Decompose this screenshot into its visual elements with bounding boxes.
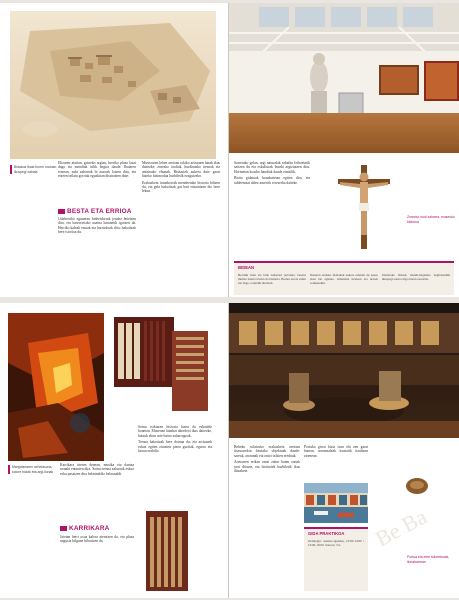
- paragraph: Udaberriko egunetan bidezidorrak jendez betetzen dira, eta baserrietako usaina haranetik igotzen da. Herriko kaleak estuak eta harrizkoak dira; bakoitzak bere istorioa du.: [58, 217, 136, 235]
- accordions-photo: [110, 313, 212, 421]
- body-column-4: [304, 445, 368, 460]
- practical-guide-box: [304, 527, 368, 591]
- heading-marker: [60, 526, 67, 531]
- paragraph: Tresna bakoitzak bere doinua du, eta artisauek eskuz egiten zituzten pieza guztiak, egurra eta larrua erabiliz.: [138, 440, 212, 454]
- paragraph: Aretoaren erdian ontzi zahar baten zatiak jarri dituzte, eta bisitariek hurbiletik ikus ditzakete.: [234, 460, 300, 474]
- heading-marker: [58, 209, 65, 214]
- heading-text: KARRIKARA: [69, 525, 110, 532]
- body-column-3: [234, 445, 300, 475]
- caption-text: Bidasoa ibaia Ituren ondoan, ikuspegi zabala: [14, 165, 58, 174]
- caption-accent-bar: [10, 165, 12, 174]
- paragraph: Portuko giroa bizia izan ohi zen garai batean, arrantzaleak itsasotik itzultzen zirenean.: [304, 445, 368, 458]
- caption-accent-bar: [8, 465, 10, 474]
- body-column-1: [60, 463, 134, 478]
- abstract-painting-photo: [8, 313, 104, 461]
- body-column-2: [138, 425, 212, 455]
- photo-caption: [8, 465, 62, 474]
- body-column-1: [58, 161, 136, 181]
- paragraph: Sarrerako gelan, argi naturalak sabaiko leihoetatik sartzen du eta eskulturak leunki argiztatzen ditu. Hormetan koadro handiak daude zintzilik.: [234, 161, 310, 174]
- strip-title: BIDEAN: [238, 265, 255, 270]
- paragraph: Bisita gidatuak larunbatetan egiten dira, eta taldeentzat aldez aurretik erreserba daiteke.: [234, 176, 310, 185]
- paragraph: Erakusketa iraunkorrak mendeetako historia biltzen du, eta gela bakoitzak gai bati eskaintzen dio bere lekua.: [142, 180, 220, 194]
- paragraph: Beheko solairuko erakusketa aretoan itsasoarekin lotutako objektuak daude: sareak, arraunak eta ontzi txikien ereduak.: [234, 445, 300, 458]
- gallery-hall-photo: [229, 3, 459, 153]
- paragraph: Museoaren lehen aretoan tokiko artisauen lanak ikus daitezke: zurezko irudiak, burdinazko tresnak eta antzinako ehunak. Bisitariek aukera dute garai bateko bizimodua hurbiletik ezagutzeko.: [142, 161, 220, 179]
- paragraph: Jaietan herri osoa kalera ateratzen da, eta plaza nagusia bilgune bihurtzen da.: [60, 535, 134, 544]
- guide-text: Ordutegia: astearte-igandea, 10:00-14:00 / 16:00-19:00. Sarrera: 3 €.: [308, 539, 364, 547]
- section-heading: [60, 525, 110, 532]
- body-column-1b: [60, 535, 134, 546]
- wooden-object-photo: [404, 475, 430, 497]
- caption-text: Zurezko irudi zaharra, museoko bilduma: [407, 215, 455, 224]
- body-column-1b: [58, 217, 136, 237]
- caption-text: Portua eta etxe koloretsuak, ilunabarrean: [407, 555, 450, 564]
- paragraph: Elizaren atarian, goizeko argian, herriko plaza lasai dago eta mendiak isilik begira daude. Ibaiaren ertzean, zubi zaharrak bi auzoak lotzen ditu, eta etxeen teilatu gorriak eguzkitan distiratzen dute.: [58, 161, 136, 179]
- museum-hall-photo: [229, 303, 459, 438]
- caption-text: Margolanaren xehetasuna, kolore biziak eta argi-ilunak: [12, 465, 54, 474]
- bottom-spread: [0, 303, 459, 598]
- paragraph: Soinu txikiaren historia luzea da eskualde honetan. Museoan hainbat akordeoi ikus daitezke, batzuk ehun urte baino zaharragoak.: [138, 425, 212, 438]
- strip-column-2: Ibaiaren ondoko bidexkak aukera ematen du paseo lasai bat egiteko, zuhaitzen itzalean eta uraren soinuarekin.: [310, 273, 378, 285]
- decorative-watermark: Be Ba: [371, 503, 431, 552]
- strip-column-1: Herritik irten eta bide zaharrari jarraituz, baserri multzo batera iristen da bisitaria. Bertan errota zahar bat dago, oraindik martxan.: [238, 273, 306, 285]
- single-accordion-photo: [142, 509, 192, 593]
- harbour-photo: [304, 483, 368, 523]
- strip-column-3: Itzulerako bidean, mendi-hegaleko begiratokitik ikuspegi ederra dago haran osorantz.: [382, 273, 450, 281]
- info-strip: [234, 261, 454, 295]
- photo-caption: [10, 165, 60, 174]
- top-spread: [0, 3, 459, 297]
- body-column-2: [142, 161, 220, 196]
- crucifix-photo: [326, 161, 402, 253]
- photo-caption-right: [407, 215, 455, 224]
- section-heading: [58, 208, 132, 215]
- paragraph: Karrikara irteten denean, musika eta dantza nonahi entzuten dira. Soinu-tresna zaharrak eskuz esku pasatzen dira belaunaldiz belaunaldi.: [60, 463, 134, 476]
- model-village-photo: [10, 11, 216, 159]
- photo-caption-right: [407, 555, 455, 564]
- body-column-3: [234, 161, 310, 187]
- heading-text: BESTA ETA ERRIOA: [67, 208, 132, 215]
- guide-title: GIDA PRAKTIKOA: [308, 531, 345, 536]
